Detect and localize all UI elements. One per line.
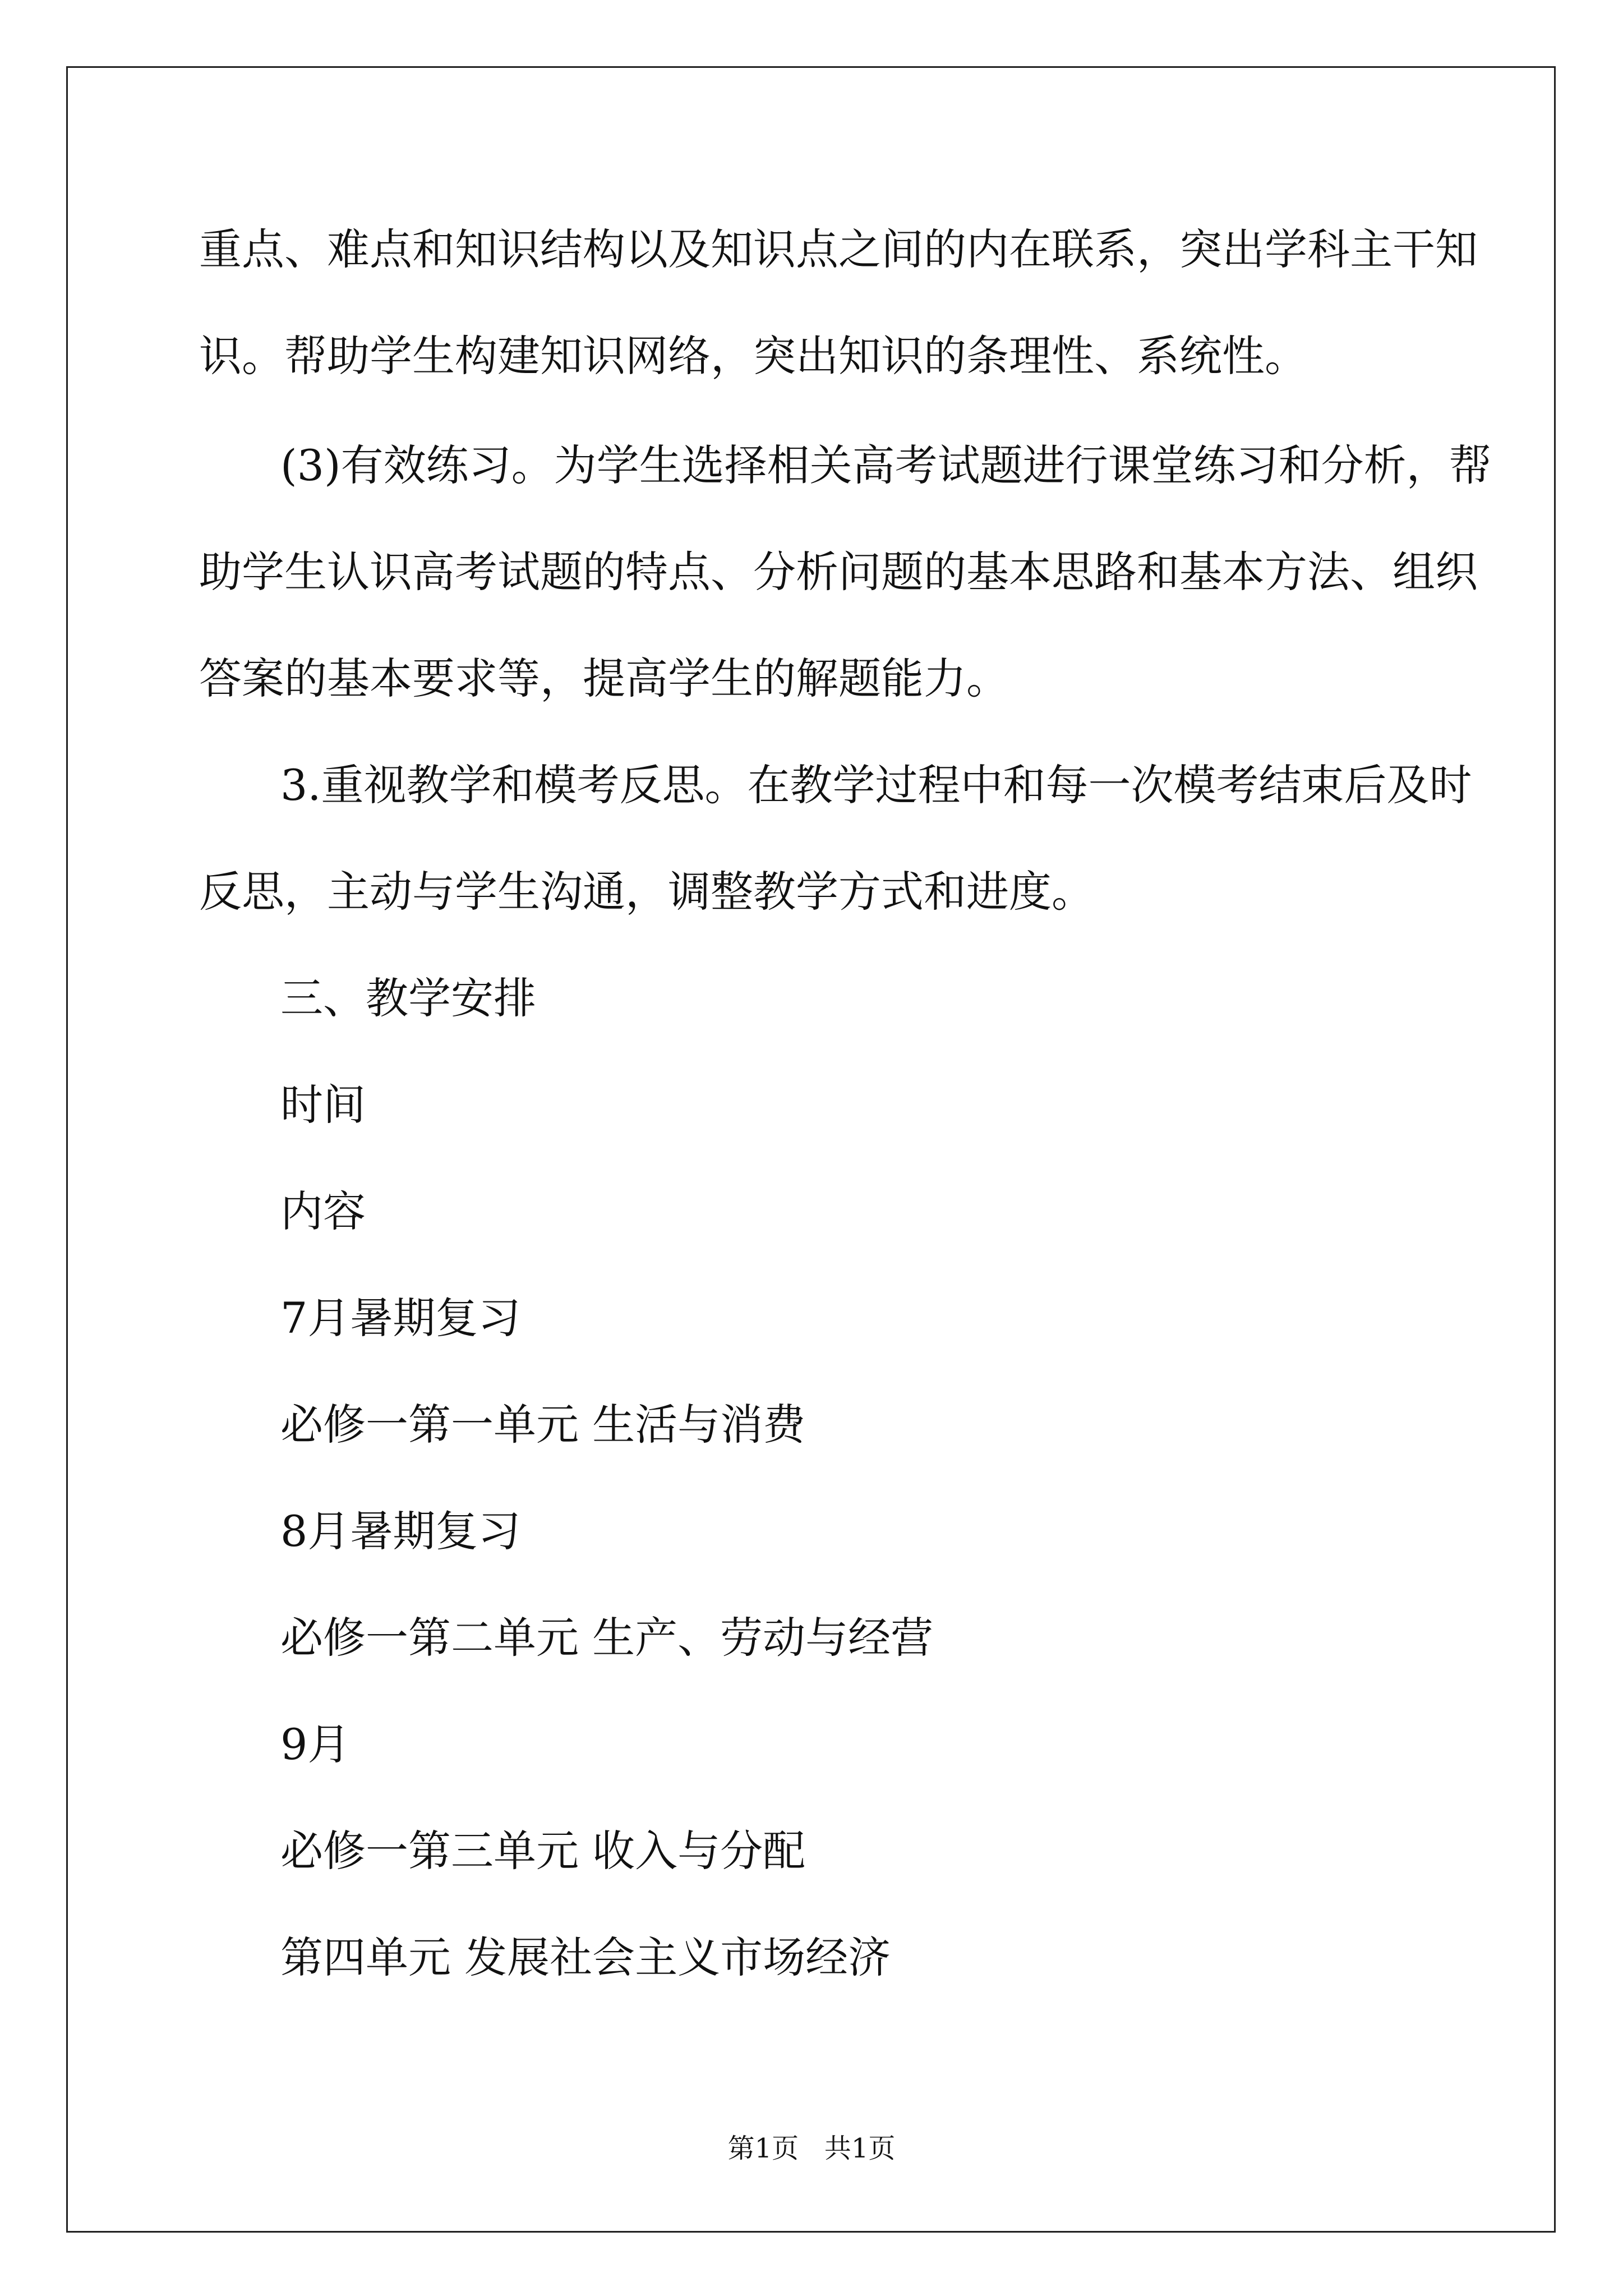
schedule-item: 时间 <box>280 1080 366 1130</box>
schedule-item: 必修一第二单元 生产、劳动与经营 <box>280 1613 934 1663</box>
paragraph-line: 识。帮助学生构建知识网络，突出知识的条理性、系统性。 <box>199 331 1307 381</box>
paragraph-line: 助学生认识高考试题的特点、分析问题的基本思路和基本方法、组织 <box>199 547 1478 597</box>
section-heading: 三、教学安排 <box>280 973 536 1023</box>
schedule-item: 内容 <box>280 1186 366 1236</box>
schedule-item: 第四单元 发展社会主义市场经济 <box>280 1932 891 1982</box>
schedule-item: 必修一第一单元 生活与消费 <box>280 1400 806 1450</box>
schedule-item: 7月暑期复习 <box>280 1293 521 1343</box>
page-border <box>66 66 1556 2233</box>
paragraph-line: 反思，主动与学生沟通，调整教学方式和进度。 <box>199 867 1094 917</box>
paragraph-line: 答案的基本要求等，提高学生的解题能力。 <box>199 654 1009 703</box>
paragraph-line: 3.重视教学和模考反思。在教学过程中和每一次模考结束后及时 <box>280 760 1472 810</box>
schedule-item: 9月 <box>280 1719 351 1769</box>
paragraph-line: 重点、难点和知识结构以及知识点之间的内在联系，突出学科主干知 <box>199 224 1478 274</box>
page-footer: 第1页 共1页 <box>727 2133 896 2164</box>
schedule-item: 必修一第三单元 收入与分配 <box>280 1826 806 1876</box>
schedule-item: 8月暑期复习 <box>280 1506 521 1556</box>
paragraph-line: (3)有效练习。为学生选择相关高考试题进行课堂练习和分析，帮 <box>280 440 1492 490</box>
